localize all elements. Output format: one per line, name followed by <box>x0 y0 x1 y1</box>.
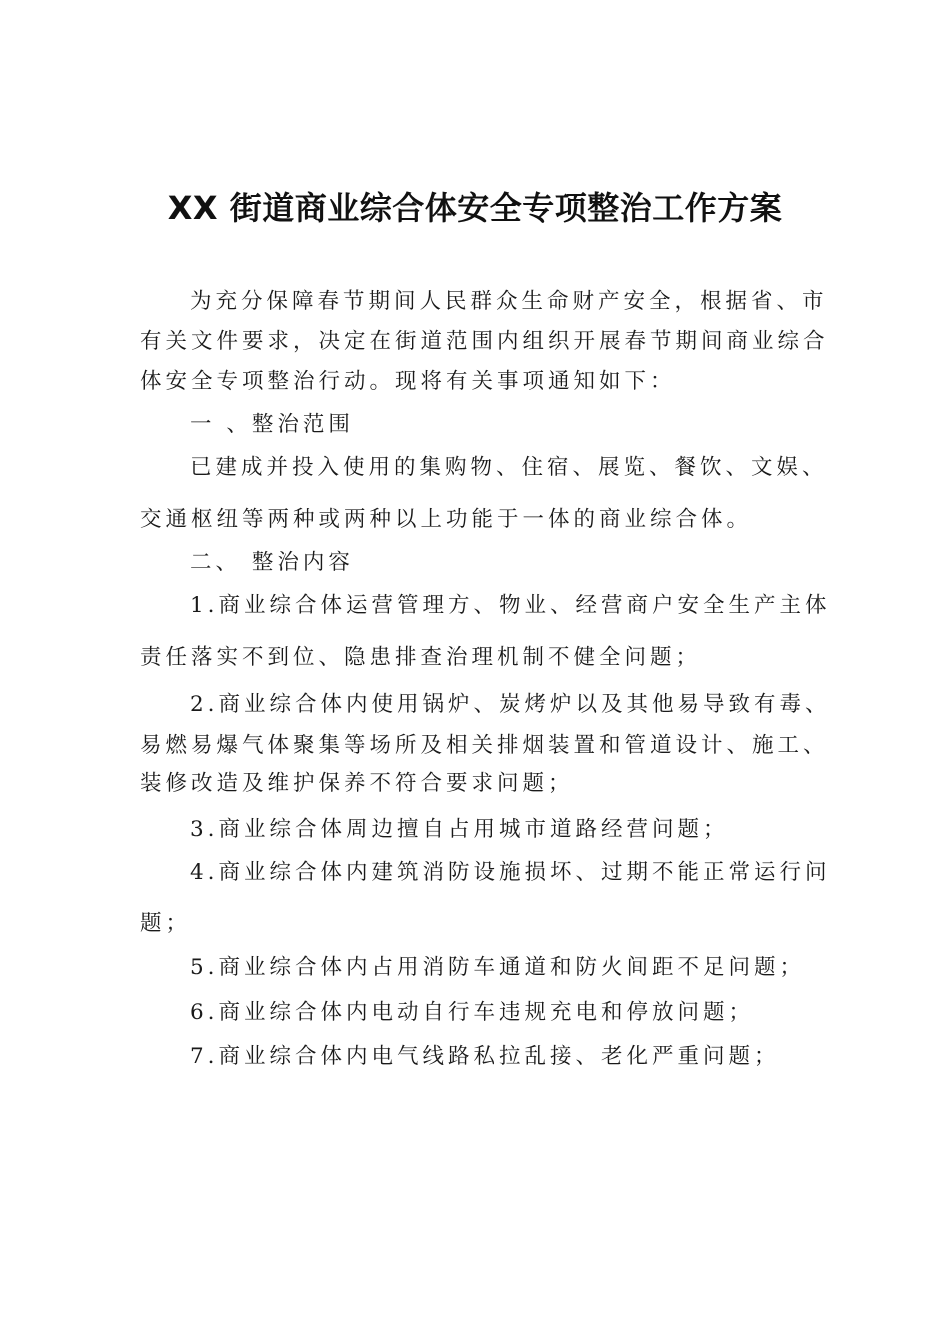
list-item-line: 责任落实不到位、隐患排查治理机制不健全问题； <box>140 645 702 670</box>
list-item-line: 2.商业综合体内使用锅炉、炭烤炉以及其他易导致有毒、 <box>190 692 831 717</box>
paragraph-line: 体安全专项整治行动。现将有关事项通知如下： <box>140 369 676 394</box>
list-item-line: 题； <box>140 911 192 936</box>
paragraph-line: 有关文件要求，决定在街道范围内组织开展春节期间商业综合 <box>140 329 829 354</box>
section-heading: 一 、整治范围 <box>190 412 354 437</box>
list-item-line: 易燃易爆气体聚集等场所及相关排烟装置和管道设计、施工、 <box>140 733 829 758</box>
paragraph-line: 为充分保障春节期间人民群众生命财产安全，根据省、市 <box>190 289 828 314</box>
list-item-line: 3.商业综合体周边擅自占用城市道路经营问题； <box>190 817 729 842</box>
list-item-line: 7.商业综合体内电气线路私拉乱接、老化严重问题； <box>190 1044 780 1069</box>
list-item-line: 5.商业综合体内占用消防车通道和防火间距不足问题； <box>190 955 806 980</box>
section-heading: 二、 整治内容 <box>190 550 354 575</box>
paragraph-line: 已建成并投入使用的集购物、住宿、展览、餐饮、文娱、 <box>190 455 828 480</box>
document-title: XX 街道商业综合体安全专项整治工作方案 <box>167 189 783 227</box>
list-item-line: 4.商业综合体内建筑消防设施损坏、过期不能正常运行问 <box>190 860 831 885</box>
list-item-line: 装修改造及维护保养不符合要求问题； <box>140 771 574 796</box>
list-item-line: 1.商业综合体运营管理方、物业、经营商户安全生产主体 <box>190 593 831 618</box>
list-item-line: 6.商业综合体内电动自行车违规充电和停放问题； <box>190 1000 755 1025</box>
paragraph-line: 交通枢纽等两种或两种以上功能于一体的商业综合体。 <box>140 507 753 532</box>
